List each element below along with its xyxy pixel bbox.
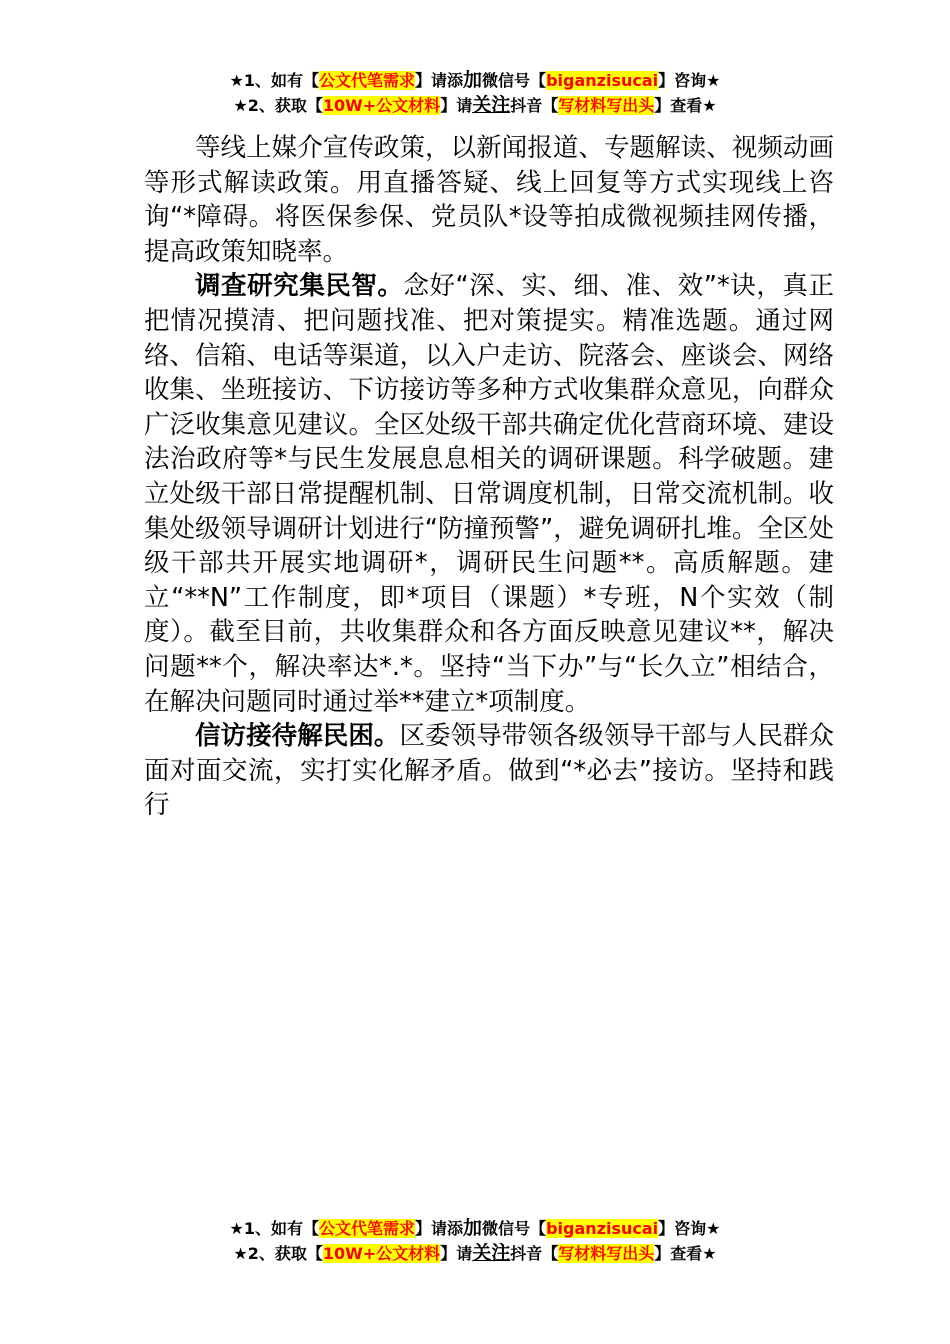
banner-emphasis: 加 [463, 69, 483, 91]
paragraph-text: 念好“深、实、细、准、效”*诀，真正把情况摸清、把问题找准、把对策提实。精准选题。通过网络、信箱、电话等渠道，以入户走访、院落会、座谈会、网络收集、坐班接访、下访接访等多种方式收集群众意见，向群众广泛收集意见建议。全区处级干部共确定优化营商环境、建设法治政府等*与民生发展息息相关的调研课题。科学破题。建立处级干部日常提醒机制、日常调度机制，日常交流机制。收集处级领导调研计划进行“防撞预警”，避免调研扎堆。全区处级干部共开展实地调研*，调研民生问题**。高质解题。建立“**N”工作制度，即*项目（课题）*专班，N个实效（制度）。截至目前，共收集群众和各方面反映意见建议**，解决问题**个，解决率达*.*。坚持“当下办”与“长久立”相结合，在解决问题同时通过举**建立*项制度。 [144, 271, 834, 717]
banner-text: ★2、获取【 [233, 1244, 323, 1263]
banner-text: 】咨询★ [658, 71, 721, 90]
banner-text: 】请添 [415, 1219, 464, 1238]
highlight-wechat-id: biganzisucai [546, 71, 659, 90]
banner-line-1 [0, 1216, 950, 1241]
banner-text: ★2、获取【 [233, 96, 323, 115]
paragraph-heading: 调查研究集民智。 [195, 271, 404, 302]
footer-banner [0, 1216, 950, 1266]
banner-line-1 [0, 68, 950, 93]
paragraph-3 [144, 719, 834, 823]
highlight-wechat-id: biganzisucai [546, 1219, 659, 1238]
highlight-douyin-name: 写材料写出头 [558, 96, 655, 115]
highlight-douyin-name: 写材料写出头 [558, 1244, 655, 1263]
highlight-service: 公文代笔需求 [319, 1219, 416, 1238]
banner-emphasis: 关注 [472, 1242, 511, 1264]
banner-text: 】请 [440, 1244, 473, 1263]
highlight-materials: 10W+公文材料 [322, 1244, 441, 1263]
banner-text: 抖音【 [510, 96, 559, 115]
banner-text: 】查看★ [654, 96, 717, 115]
banner-text: ★1、如有【 [229, 71, 319, 90]
banner-emphasis: 加 [463, 1217, 483, 1239]
paragraph-text: 等线上媒介宣传政策，以新闻报道、专题解读、视频动画等形式解读政策。用直播答疑、线上回复等方式实现线上咨询“*障碍。将医保参保、党员队*设等拍成微视频挂网传播，提高政策知晓率。 [144, 133, 834, 267]
header-banner [0, 68, 950, 118]
banner-line-2 [0, 1241, 950, 1266]
banner-text: 】咨询★ [658, 1219, 721, 1238]
banner-text: 微信号【 [482, 1219, 547, 1238]
banner-text: 微信号【 [482, 71, 547, 90]
banner-text: 】请添 [415, 71, 464, 90]
paragraph-1 [144, 131, 834, 269]
banner-text: 抖音【 [510, 1244, 559, 1263]
document-body [144, 131, 834, 823]
banner-line-2 [0, 93, 950, 118]
highlight-service: 公文代笔需求 [319, 71, 416, 90]
banner-text: 】请 [440, 96, 473, 115]
paragraph-text: 区委领导带领各级领导干部与人民群众面对面交流，实打实化解矛盾。做到“*必去”接访。坚持和践行 [144, 721, 834, 821]
paragraph-heading: 信访接待解民困。 [195, 721, 400, 752]
paragraph-2 [144, 269, 834, 719]
banner-text: ★1、如有【 [229, 1219, 319, 1238]
banner-text: 】查看★ [654, 1244, 717, 1263]
highlight-materials: 10W+公文材料 [322, 96, 441, 115]
banner-emphasis: 关注 [472, 94, 511, 116]
